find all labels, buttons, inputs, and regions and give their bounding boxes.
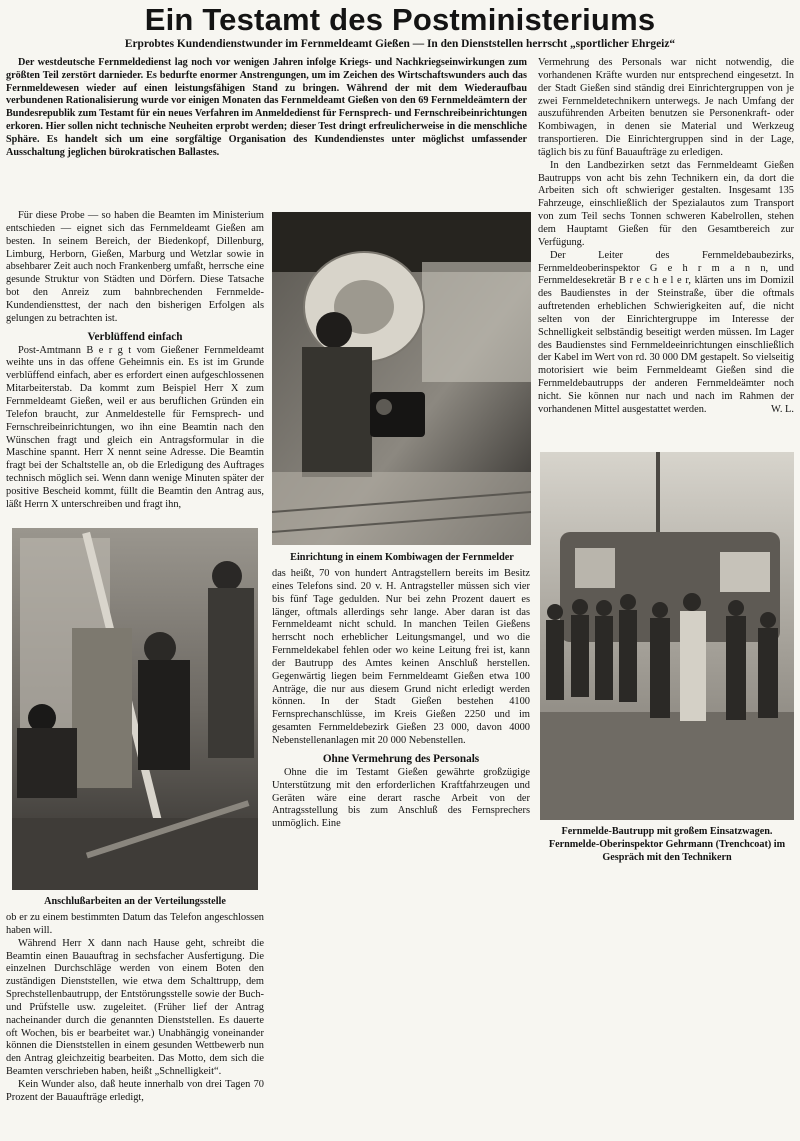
photo-verteilungsstelle-image [12,528,258,890]
lead-paragraph [6,57,527,207]
column-1-top [6,210,264,530]
section-heading-ohne-vermehrung: Ohne Vermehrung des Personals [322,752,480,765]
caption-verteilungsstelle: Anschlußarbeiten an der Verteilungsstelle [44,896,226,907]
photo-kombiwagen-image [272,212,531,545]
column-2 [272,568,530,854]
paragraph: ob er zu einem bestimmten Datum das Telefon angeschlossen haben will. [6,912,264,936]
paragraph: Für diese Probe — so haben die Beamten im Ministerium entschieden — eignet sich das Fernmeldeamt Gießen am besten. In seinem Bereich, der Biedenkopf, Dillenburg, Limburg, Herborn, Gießen, Marburg und Wetzlar sowie in absehbarer Zeit auch noch Frankenberg umfaßt, herrsche eine gesunde Struktur von Städten und Dörfern. Diese Tatsache bot den Anreiz zum bahnbrechenden Fernmelde-Kundendiensttest, der nach den bisherigen Erfolgen als gelungen zu betrachten ist. [6,210,264,324]
paragraph: Vermehrung des Personals war nicht notwendig, die vorhandenen Kräfte wurden nur entsprechend eingesetzt. In der Stadt Gießen sind ständig drei Einrichtergruppen von je zwei Fernmeldetechnikern unterwegs. Je nach Umfang der auszuführenden Arbeiten benutzen sie Personenkraft- oder Kombiwagen, in denen sie Material und Werkzeug transportieren. Die Einrichtergruppen sind in der Lage, täglich bis zu fünf Bauaufträge zu erledigen. [538,57,794,158]
photo-bautrupp [540,452,794,820]
photo-kombiwagen [272,212,531,545]
caption-bautrupp: Fernmelde-Bautrupp mit großem Einsatzwagen. Fernmelde-Oberinspektor Gehrmann (Trenchcoat) im Gespräch mit den Technikern [548,826,786,863]
paragraph: Post-Amtmann B e r g t vom Gießener Fernmeldeamt weihte uns in das offene Geheimnis ein. Es ist im Grunde verblüffend einfach, aber es erfordert einen aufgeschlossenen Mitarbeiterstab. Da kommt zum Beispiel Herr X zum Fernmeldeamt Gießen, weil er aus beruflichen Gründen ein Telefon braucht, zur Anmeldestelle für Fernsprech- und Fernschreibeinrichtungen, wo ihn eine Beamtin nach den Wünschen fragt und gleich ein Antragsformular in die Maschine spannt. Herr X nennt seine Adresse. Die Beamtin fragt bei der Schaltstelle an, ob die Erledigung des Auftrages technisch möglich sei. Wenn dann wenige Minuten später der positive Bescheid kommt, füllt die Beamtin den Antrag aus, läßt Herrn X unterschreiben und fragt ihn, [6,344,264,510]
photo-bautrupp-image [540,452,794,820]
paragraph: In den Landbezirken setzt das Fernmeldeamt Gießen Bautrupps von acht bis zehn Technikern ein, da dort die Arbeiten sich oft schwieriger gestalten. Insgesamt 135 Fahrzeuge, einschließlich der Spezialautos zum Transport von zum Teil sechs Tonnen schweren Kabelrollen, stehen dem Hauptamt Gießen für den Gesamtbereich zur Verfügung. [538,159,794,248]
headline: Ein Testamt des Postministeriums [144,2,656,37]
section-heading-verbluffend: Verblüffend einfach [87,330,183,343]
paragraph: Ohne die im Testamt Gießen gewährte großzügige Unterstützung mit den erforderlichen Kraftfahrzeugen und Geräten wäre eine derart rasche Arbeit von der Antragsstellung bis zum Anschluß des Fernsprechers unmöglich. Eine [272,766,530,830]
subheadline: Erprobtes Kundendienstwunder im Fernmeldeamt Gießen — In den Dienststellen herrscht „sportlicher Ehrgeiz“ [124,38,676,50]
paragraph: das heißt, 70 von hundert Antragstellern bereits im Besitz eines Telefons sind. 20 v. H. Antragsteller müssen sich vier bis fünf Tage gedulden. Nur bei zehn Prozent dauert es länger, oftmals allerdings sehr lange. Aber daran ist das Fernmeldeamt nicht schuld. In manchen Teilen Gießens herrscht noch erheblicher Leitungsmangel, und wo die Fernmeldekabel fehlen oder wo keine Leitung frei ist, kann der Bautrupp des Amtes keinen Anschluß herstellen. Gegenwärtig liegen beim Fernmeldeamt Gießen etwa 100 Anträge, die nur aus diesem Grund nicht erledigt werden können. In der Stadt Gießen bestehen 4100 Fernsprechanschlüsse, im Kreis Gießen 2250 und im gesamten Fernmeldebezirk Gießen 23 000, davon 4000 Nebenstellenanlagen mit 20 000 Nebenstellen. [272,568,530,746]
paragraph [538,250,794,417]
column-3 [538,57,794,449]
author-signature: W. L. [771,403,794,415]
caption-kombiwagen: Einrichtung in einem Kombiwagen der Fernmelder [290,552,514,563]
paragraph-text: Der Leiter des Fernmeldebaubezirks, Fernmeldeoberinspektor G e h r m a n n, und Fernmeldesekretär B r e c h e l e r, klärten uns im Domizil des Baudienstes in der Steinstraße, über die oftmals auftretenden erheblichen Schwierigkeiten auf, die nicht selten von der Einrichtergruppe im Interesse der Schnelligkeit selbständig beseitigt werden müssen. Im Lager des Baudienstes sind Fernmeldeeinrichtungen einschließlich der Kabel im Wert von rd. 30 000 DM gestapelt. So vielseitig motorisiert wie beim Fernmeldeamt Gießen sind die Fernmeldebautrupps der anderen Fernmeldeämter noch nicht. Sie können nur nach und nach im Rahmen der vorhandenen Mittel ausgestattet werden. [538,249,794,415]
photo-verteilungsstelle [12,528,258,890]
paragraph: Während Herr X dann nach Hause geht, schreibt die Beamtin einen Bauauftrag in sechsfacher Ausfertigung. Die einzelnen Durchschläge werden von einem Boten den zuständigen Dienststellen, wie etwa dem Schalttrupp, dem Sprechstellenbautrupp, der Entstörungsstelle sowie der Buch- und Prüfstelle usw. zugeleitet. (Früher lief der Antrag nacheinander durch die genannten Dienststellen. Es dauerte oft Wochen, bis er bearbeitet war.) Unabhängig voneinander können die Dienststellen in einem gesunden Wettbewerb nun den Antrag gleichzeitig bearbeiten. Das Motto, dem sich die Beamten verschrieben haben, heißt „Schnelligkeit“. [6,937,264,1078]
lead-text: Der westdeutsche Fernmeldedienst lag noch vor wenigen Jahren infolge Kriegs- und Nachkriegseinwirkungen zum größten Teil zerstört darnieder. Es bedurfte enormer Anstrengungen, um im Zeichen des Wirtschaftswunders auch das Fernmeldewesen wieder auf einen leistungsfähigen Stand zu bringen. Während der mit dem Wiederaufbau verbundenen Rationalisierung wurde vor einigen Monaten das Fernmeldeamt Gießen von den 69 Fernmeldeämtern der Bundesrepublik zum Testamt für ein neues Verfahren im Anmeldedienst für Fernsprech- und Fernschreibeinrichtungen erkoren. Hier sollen nicht technische Neuheiten erprobt werden; dieser Test dringt erfreulicherweise in die menschliche Sphäre. Es handelt sich um eine sorgfältige Organisation des Kundendienstes unter möglichst umfassender Ausschaltung jeglichen bürokratischen Ballastes. [6,57,527,158]
column-1-bottom [6,912,264,1138]
paragraph: Kein Wunder also, daß heute innerhalb von drei Tagen 70 Prozent der Bauaufträge erledigt, [6,1078,264,1103]
